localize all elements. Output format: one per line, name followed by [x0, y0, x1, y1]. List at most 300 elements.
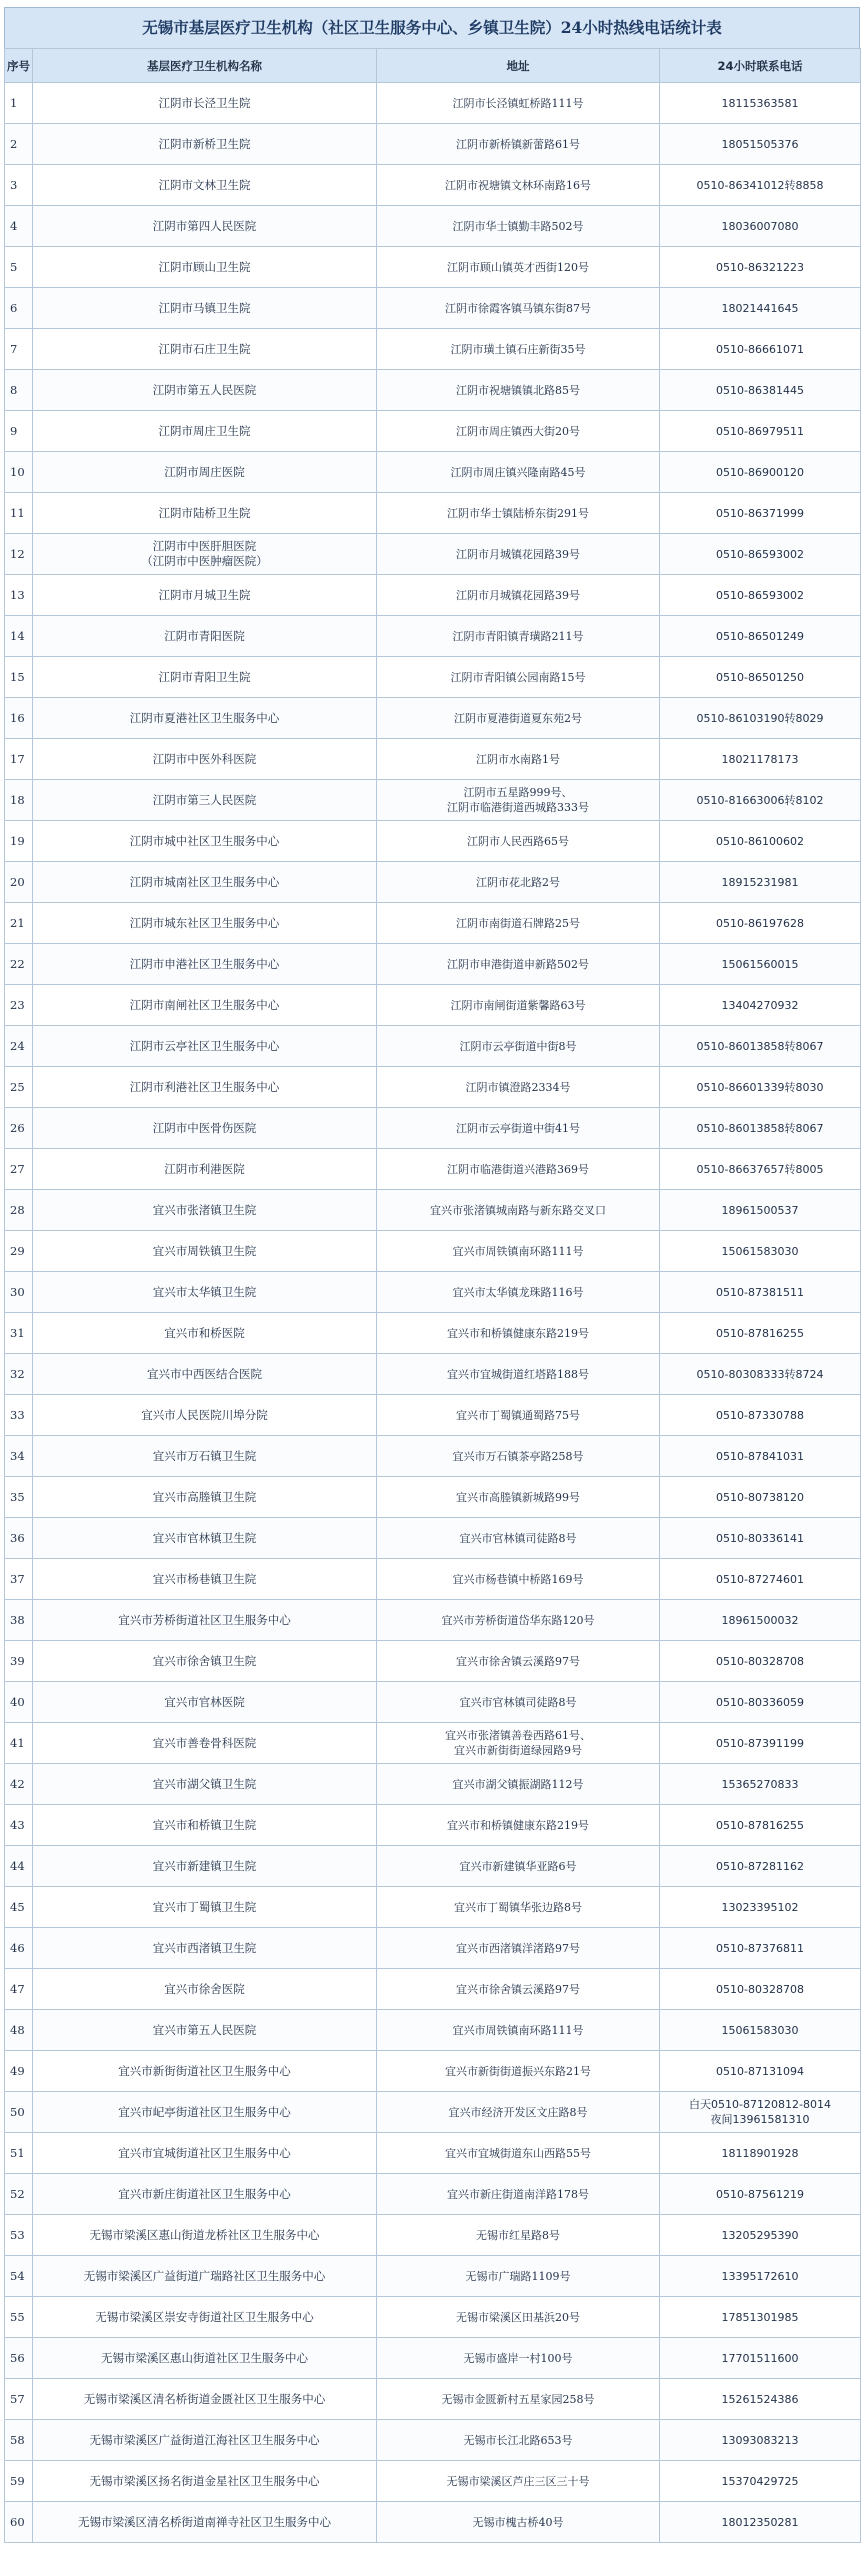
table-row [5, 2461, 861, 2502]
row-name [33, 944, 377, 985]
row-phone [660, 1190, 861, 1231]
row-phone-line: 0510-87816255 [716, 1326, 804, 1340]
row-phone [660, 1764, 861, 1805]
row-address [377, 1272, 660, 1313]
row-seq: 24 [5, 1026, 33, 1067]
row-name-line: 江阴市新桥卫生院 [158, 136, 251, 151]
row-seq: 44 [5, 1846, 33, 1887]
row-name-line: （江阴市中医肿瘤医院） [141, 554, 268, 568]
row-name [33, 247, 377, 288]
row-address [377, 329, 660, 370]
row-name-line: 江阴市利港社区卫生服务中心 [129, 1079, 280, 1094]
table-row [5, 1313, 861, 1354]
row-address-line: 江阴市华士镇勤丰路502号 [452, 219, 584, 233]
row-phone [660, 1641, 861, 1682]
table-row [5, 2379, 861, 2420]
row-name-line: 江阴市第五人民医院 [152, 382, 257, 397]
table-row [5, 534, 861, 575]
table-row [5, 657, 861, 698]
row-phone-line: 0510-86661071 [716, 342, 804, 356]
table-row [5, 247, 861, 288]
row-address [377, 2379, 660, 2420]
row-address [377, 2133, 660, 2174]
row-address-line: 无锡市梁溪区田基浜20号 [456, 2310, 580, 2324]
row-phone [660, 534, 861, 575]
row-name-line: 江阴市长泾卫生院 [158, 95, 251, 110]
row-phone [660, 821, 861, 862]
row-phone-line: 0510-87816255 [716, 1818, 804, 1832]
row-phone [660, 2215, 861, 2256]
row-name-line: 江阴市利港医院 [164, 1161, 245, 1176]
row-phone-line: 0510-80328708 [716, 1982, 804, 1996]
row-name-line: 宜兴市芳桥街道社区卫生服务中心 [118, 1612, 291, 1627]
row-phone [660, 2379, 861, 2420]
table-row [5, 1354, 861, 1395]
row-address [377, 1518, 660, 1559]
row-name [33, 657, 377, 698]
row-phone [660, 2051, 861, 2092]
row-phone-line: 13093083213 [721, 2433, 799, 2447]
row-address [377, 2092, 660, 2133]
table-row [5, 452, 861, 493]
row-phone-line: 18961500032 [721, 1613, 799, 1627]
row-name-line: 宜兴市湖父镇卫生院 [152, 1776, 257, 1791]
row-seq: 37 [5, 1559, 33, 1600]
row-name [33, 1846, 377, 1887]
row-name [33, 1272, 377, 1313]
row-address [377, 821, 660, 862]
row-name [33, 206, 377, 247]
row-address [377, 616, 660, 657]
row-phone-line: 17851301985 [721, 2310, 799, 2324]
row-name-line: 宜兴市万石镇卫生院 [152, 1448, 257, 1463]
header-phone: 24小时联系电话 [660, 49, 861, 83]
row-phone [660, 1723, 861, 1764]
table-row [5, 1846, 861, 1887]
table-row [5, 780, 861, 821]
row-name-line: 宜兴市善卷骨科医院 [152, 1735, 257, 1750]
row-phone [660, 575, 861, 616]
row-address-line: 江阴市花北路2号 [476, 875, 560, 889]
table-row [5, 1969, 861, 2010]
row-address-line: 宜兴市周铁镇南环路111号 [452, 2023, 584, 2037]
row-seq: 42 [5, 1764, 33, 1805]
row-address-line: 宜兴市经济开发区文庄路8号 [448, 2105, 588, 2119]
row-name [33, 1149, 377, 1190]
table-row [5, 206, 861, 247]
row-address-line: 江阴市祝塘镇镇北路85号 [456, 383, 580, 397]
table-row [5, 2010, 861, 2051]
row-address [377, 124, 660, 165]
table-row [5, 821, 861, 862]
row-name-line: 宜兴市周铁镇卫生院 [152, 1243, 257, 1258]
row-seq: 2 [5, 124, 33, 165]
row-phone-line: 0510-86601339转8030 [696, 1080, 824, 1094]
row-name [33, 698, 377, 739]
table-row [5, 329, 861, 370]
row-name [33, 1723, 377, 1764]
row-address-line: 江阴市申港街道申新路502号 [447, 957, 589, 971]
row-phone [660, 862, 861, 903]
row-seq: 51 [5, 2133, 33, 2174]
row-address [377, 1846, 660, 1887]
row-address [377, 83, 660, 124]
row-address-line: 江阴市南闸街道紫馨路63号 [450, 998, 586, 1012]
row-address [377, 247, 660, 288]
row-phone [660, 493, 861, 534]
row-address [377, 2461, 660, 2502]
row-phone-line: 0510-81663006转8102 [696, 793, 824, 807]
row-phone [660, 2133, 861, 2174]
table-row [5, 288, 861, 329]
row-address-line: 宜兴市西渚镇洋渚路97号 [456, 1941, 580, 1955]
row-address [377, 2297, 660, 2338]
row-seq: 39 [5, 1641, 33, 1682]
row-address [377, 2051, 660, 2092]
row-seq: 21 [5, 903, 33, 944]
row-phone-line: 0510-86501250 [716, 670, 804, 684]
table-row [5, 903, 861, 944]
row-address [377, 1149, 660, 1190]
row-phone [660, 903, 861, 944]
row-phone [660, 1600, 861, 1641]
row-seq: 11 [5, 493, 33, 534]
row-address-line: 宜兴市万石镇茶亭路258号 [452, 1449, 584, 1463]
row-seq: 18 [5, 780, 33, 821]
row-name [33, 329, 377, 370]
row-phone-line: 0510-87330788 [716, 1408, 804, 1422]
row-name-line: 江阴市周庄卫生院 [158, 423, 251, 438]
table-row [5, 1436, 861, 1477]
row-seq: 48 [5, 2010, 33, 2051]
table-row [5, 370, 861, 411]
row-phone-line: 0510-86197628 [716, 916, 804, 930]
row-name [33, 616, 377, 657]
table-row [5, 1477, 861, 1518]
row-seq: 55 [5, 2297, 33, 2338]
row-name-line: 宜兴市第五人民医院 [152, 2022, 257, 2037]
row-name [33, 2092, 377, 2133]
row-address-line: 江阴市临港街道兴港路369号 [447, 1162, 589, 1176]
row-phone [660, 1149, 861, 1190]
table-row [5, 575, 861, 616]
row-phone [660, 1354, 861, 1395]
row-name [33, 2338, 377, 2379]
row-phone [660, 1682, 861, 1723]
row-seq: 20 [5, 862, 33, 903]
row-name-line: 宜兴市丁蜀镇卫生院 [152, 1899, 257, 1914]
table-row [5, 1600, 861, 1641]
row-phone-line: 13404270932 [721, 998, 799, 1012]
row-name-line: 宜兴市太华镇卫生院 [152, 1284, 257, 1299]
hotline-table [4, 48, 861, 2543]
row-address [377, 862, 660, 903]
row-name-line: 宜兴市中西医结合医院 [147, 1366, 262, 1381]
row-phone [660, 616, 861, 657]
table-row [5, 698, 861, 739]
row-phone-line: 0510-86637657转8005 [696, 1162, 824, 1176]
row-phone-line: 15365270833 [721, 1777, 799, 1791]
table-row [5, 2297, 861, 2338]
row-phone-line: 13023395102 [721, 1900, 799, 1914]
row-phone [660, 985, 861, 1026]
row-phone-line: 18012350281 [721, 2515, 799, 2529]
row-phone-line: 15261524386 [721, 2392, 799, 2406]
header-address: 地址 [377, 49, 660, 83]
row-address-line: 宜兴市宜城街道东山西路55号 [445, 2146, 591, 2160]
row-phone-line: 0510-87131094 [716, 2064, 804, 2078]
table-row [5, 985, 861, 1026]
row-address-line: 江阴市月城镇花园路39号 [456, 588, 580, 602]
row-address-line: 宜兴市张渚镇善卷西路61号、 [445, 1729, 591, 1742]
row-phone-line: 0510-80738120 [716, 1490, 804, 1504]
row-seq: 54 [5, 2256, 33, 2297]
row-phone [660, 739, 861, 780]
row-seq: 59 [5, 2461, 33, 2502]
table-row [5, 83, 861, 124]
row-phone [660, 1477, 861, 1518]
row-seq: 46 [5, 1928, 33, 1969]
row-seq: 7 [5, 329, 33, 370]
row-address-line: 江阴市周庄镇兴隆南路45号 [450, 465, 586, 479]
table-row [5, 616, 861, 657]
row-phone [660, 2420, 861, 2461]
row-seq: 47 [5, 1969, 33, 2010]
row-phone [660, 411, 861, 452]
table-row [5, 1559, 861, 1600]
row-address-line: 宜兴市徐舍镇云溪路97号 [456, 1982, 580, 1996]
row-name [33, 1313, 377, 1354]
row-phone [660, 1436, 861, 1477]
row-name [33, 1231, 377, 1272]
row-address-line: 宜兴市新建镇华亚路6号 [459, 1859, 577, 1873]
row-name [33, 1354, 377, 1395]
row-phone [660, 780, 861, 821]
row-address-line: 无锡市长江北路653号 [463, 2433, 573, 2447]
row-address [377, 698, 660, 739]
table-row [5, 124, 861, 165]
row-phone-line: 0510-86381445 [716, 383, 804, 397]
row-name-line: 江阴市陆桥卫生院 [158, 505, 251, 520]
row-name-line: 无锡市梁溪区清名桥街道金匮社区卫生服务中心 [83, 2391, 326, 2406]
row-phone [660, 657, 861, 698]
row-address-line: 江阴市青阳镇青璜路211号 [452, 629, 584, 643]
row-name [33, 1641, 377, 1682]
row-name [33, 739, 377, 780]
row-address-line: 江阴市月城镇花园路39号 [456, 547, 580, 561]
row-name-line: 江阴市顾山卫生院 [158, 259, 251, 274]
table-row [5, 1190, 861, 1231]
row-address-line: 江阴市镇澄路2334号 [465, 1080, 571, 1094]
row-phone-line: 18915231981 [721, 875, 799, 889]
table-row [5, 1682, 861, 1723]
row-seq: 57 [5, 2379, 33, 2420]
row-address [377, 780, 660, 821]
row-address-line: 无锡市梁溪区芦庄三区三十号 [446, 2474, 590, 2488]
row-phone-line: 0510-87381511 [716, 1285, 804, 1299]
row-address-line: 宜兴市新街街道绿园路9号 [454, 1744, 582, 1757]
row-phone [660, 698, 861, 739]
row-phone [660, 452, 861, 493]
row-name-line: 江阴市周庄医院 [164, 464, 245, 479]
row-seq: 29 [5, 1231, 33, 1272]
row-phone [660, 1805, 861, 1846]
row-address-line: 江阴市祝塘镇文林环南路16号 [445, 178, 591, 192]
row-name [33, 288, 377, 329]
row-address [377, 2420, 660, 2461]
row-seq: 56 [5, 2338, 33, 2379]
row-address-line: 无锡市盛岸一村100号 [463, 2351, 573, 2365]
row-name-line: 江阴市城东社区卫生服务中心 [129, 915, 280, 930]
row-seq: 19 [5, 821, 33, 862]
row-seq: 12 [5, 534, 33, 575]
row-address [377, 452, 660, 493]
row-phone-line: 0510-80336141 [716, 1531, 804, 1545]
row-name [33, 411, 377, 452]
row-phone [660, 2338, 861, 2379]
table-row [5, 1395, 861, 1436]
row-address [377, 1805, 660, 1846]
table-row [5, 1641, 861, 1682]
row-address [377, 2338, 660, 2379]
row-address [377, 2215, 660, 2256]
row-name-line: 无锡市梁溪区广益街道广瑞路社区卫生服务中心 [83, 2268, 326, 2283]
row-name [33, 1067, 377, 1108]
row-address-line: 江阴市临港街道西城路333号 [447, 801, 589, 814]
row-address-line: 宜兴市和桥镇健康东路219号 [447, 1818, 589, 1832]
row-phone-line: 15370429725 [721, 2474, 799, 2488]
row-name [33, 1764, 377, 1805]
row-phone-line: 0510-86013858转8067 [696, 1121, 824, 1135]
table-row [5, 2092, 861, 2133]
row-address-line: 江阴市周庄镇西大街20号 [456, 424, 580, 438]
row-address [377, 1887, 660, 1928]
row-address-line: 无锡市广瑞路1109号 [465, 2269, 571, 2283]
row-name-line: 江阴市第四人民医院 [152, 218, 257, 233]
row-phone [660, 2174, 861, 2215]
row-phone-line: 13395172610 [721, 2269, 799, 2283]
row-seq: 22 [5, 944, 33, 985]
row-seq: 30 [5, 1272, 33, 1313]
row-seq: 23 [5, 985, 33, 1026]
row-seq: 53 [5, 2215, 33, 2256]
row-name [33, 780, 377, 821]
row-phone [660, 2502, 861, 2543]
table-row [5, 1026, 861, 1067]
row-name-line: 江阴市中医骨伤医院 [152, 1120, 257, 1135]
row-phone-line: 0510-80336059 [716, 1695, 804, 1709]
row-seq: 52 [5, 2174, 33, 2215]
header-row [5, 49, 861, 83]
row-address [377, 2256, 660, 2297]
row-address-line: 江阴市夏港街道夏东苑2号 [454, 711, 582, 725]
row-phone [660, 1846, 861, 1887]
row-seq: 15 [5, 657, 33, 698]
row-address [377, 1600, 660, 1641]
row-seq: 28 [5, 1190, 33, 1231]
row-name [33, 821, 377, 862]
row-name-line: 宜兴市和桥医院 [164, 1325, 245, 1340]
row-name-line: 宜兴市新街街道社区卫生服务中心 [118, 2063, 291, 2078]
row-phone [660, 2092, 861, 2133]
table-row [5, 1518, 861, 1559]
row-address [377, 1682, 660, 1723]
row-address [377, 165, 660, 206]
row-phone [660, 370, 861, 411]
row-seq: 9 [5, 411, 33, 452]
row-address [377, 1313, 660, 1354]
row-phone [660, 288, 861, 329]
row-phone [660, 2297, 861, 2338]
table-row [5, 2133, 861, 2174]
row-name [33, 1887, 377, 1928]
row-address [377, 1190, 660, 1231]
table-row [5, 1067, 861, 1108]
row-name-line: 江阴市夏港社区卫生服务中心 [129, 710, 280, 725]
row-name-line: 宜兴市官林镇卫生院 [152, 1530, 257, 1545]
row-phone-line: 0510-80328708 [716, 1654, 804, 1668]
row-name-line: 江阴市中医肝胆医院 [152, 539, 257, 553]
table-row [5, 1149, 861, 1190]
row-name [33, 1436, 377, 1477]
row-name-line: 江阴市申港社区卫生服务中心 [129, 956, 280, 971]
row-name-line: 宜兴市高塍镇卫生院 [152, 1489, 257, 1504]
row-name-line: 宜兴市人民医院川埠分院 [141, 1407, 268, 1422]
row-address-line: 江阴市华士镇陆桥东街291号 [447, 506, 589, 520]
row-address [377, 1928, 660, 1969]
row-address [377, 1559, 660, 1600]
row-address [377, 1395, 660, 1436]
row-address [377, 411, 660, 452]
row-address-line: 江阴市新桥镇新蕾路61号 [456, 137, 580, 151]
row-phone-line: 17701511600 [721, 2351, 799, 2365]
row-name-line: 无锡市梁溪区广益街道江海社区卫生服务中心 [89, 2432, 320, 2447]
row-address-line: 江阴市人民西路65号 [467, 834, 569, 848]
row-name-line: 无锡市梁溪区惠山街道社区卫生服务中心 [101, 2350, 308, 2365]
row-phone-line: 18021441645 [721, 301, 799, 315]
row-address [377, 1764, 660, 1805]
row-address-line: 江阴市长泾镇虹桥路111号 [452, 96, 584, 110]
row-phone [660, 1928, 861, 1969]
row-name-line: 无锡市梁溪区清名桥街道南禅寺社区卫生服务中心 [78, 2514, 331, 2529]
row-name [33, 2010, 377, 2051]
row-name-line: 江阴市城中社区卫生服务中心 [129, 833, 280, 848]
row-address [377, 985, 660, 1026]
row-phone-line: 0510-86321223 [716, 260, 804, 274]
row-name [33, 2297, 377, 2338]
row-seq: 58 [5, 2420, 33, 2461]
row-phone [660, 1108, 861, 1149]
row-address [377, 657, 660, 698]
row-address [377, 1026, 660, 1067]
row-name [33, 1805, 377, 1846]
row-address-line: 江阴市云亭街道中街41号 [456, 1121, 580, 1135]
row-seq: 40 [5, 1682, 33, 1723]
row-address-line: 宜兴市丁蜀镇华张边路8号 [454, 1900, 582, 1914]
row-name-line: 江阴市南闸社区卫生服务中心 [129, 997, 280, 1012]
row-phone [660, 1067, 861, 1108]
row-phone [660, 2010, 861, 2051]
row-phone-line: 18115363581 [721, 96, 799, 110]
row-phone-line: 18961500537 [721, 1203, 799, 1217]
row-phone [660, 206, 861, 247]
row-name [33, 370, 377, 411]
row-seq: 32 [5, 1354, 33, 1395]
row-name [33, 985, 377, 1026]
row-seq: 43 [5, 1805, 33, 1846]
row-name-line: 江阴市月城卫生院 [158, 587, 251, 602]
row-address [377, 493, 660, 534]
